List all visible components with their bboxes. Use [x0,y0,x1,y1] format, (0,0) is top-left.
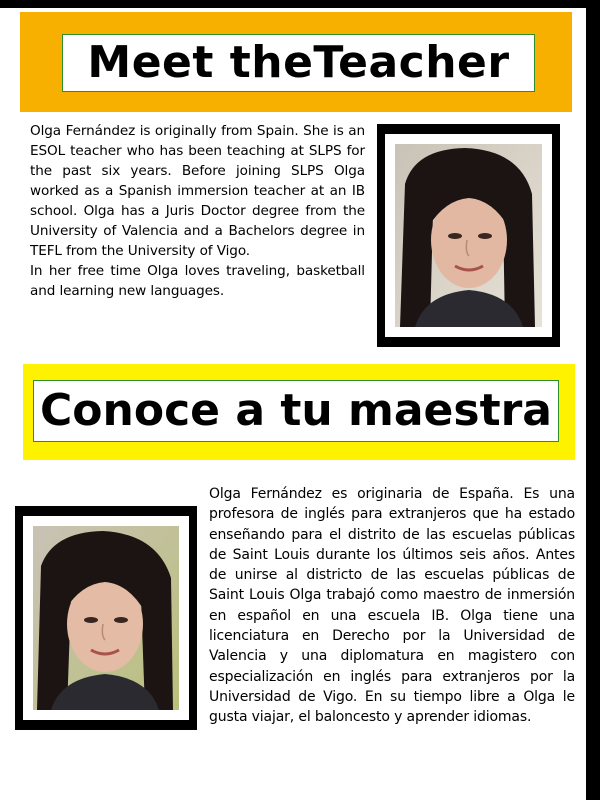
spanish-title-banner [23,364,575,460]
spanish-bio-paragraph: Olga Fernández es originaria de España. Es una profesora de inglés para extranjeros que ha estado enseñando para el distrito de las escuelas públicas de Saint Louis durante los últimos seis años. Antes de unirse al districto de las escuelas públicas de Saint Louis Olga trabajó como maestro de inmersión en español en una escuela IB. Olga tiene una licenciatura en Derecho por la Universidad de Valencia y una diplomatura en magistero con especialización en inglés para extranjeros por la Universidad de Vigo. En su tiempo libre a Olga le gusta viajar, el baloncesto y aprender idiomas. [209,486,575,726]
english-bio [30,121,365,301]
page-border-top [0,0,600,8]
woman-portrait-icon [33,526,179,710]
spanish-title-box [33,380,559,442]
english-title-banner [20,12,572,112]
english-bio-paragraph-2: In her free time Olga loves traveling, basketball and learning new languages. [30,263,365,299]
teacher-photo-top [395,144,542,327]
spanish-bio [209,484,575,728]
teacher-photo-frame-top [377,124,560,347]
woman-portrait-icon [395,144,542,327]
teacher-photo-frame-bottom [15,506,197,730]
spanish-title: Conoce a tu maestra [40,385,552,436]
english-title: Meet theTeacher [87,37,510,88]
page-border-right [586,0,600,800]
english-bio-paragraph-1: Olga Fernández is originally from Spain. She is an ESOL teacher who has been teaching at SLPS for the past six years. Before joining SLPS Olga worked as a Spanish immersion teacher at an IB school. Olga has a Juris Doctor degree from the University of Valencia and a Bachelors degree in TEFL from the University of Vigo. [30,123,365,259]
english-title-box [62,34,535,92]
teacher-photo-bottom [33,526,179,710]
